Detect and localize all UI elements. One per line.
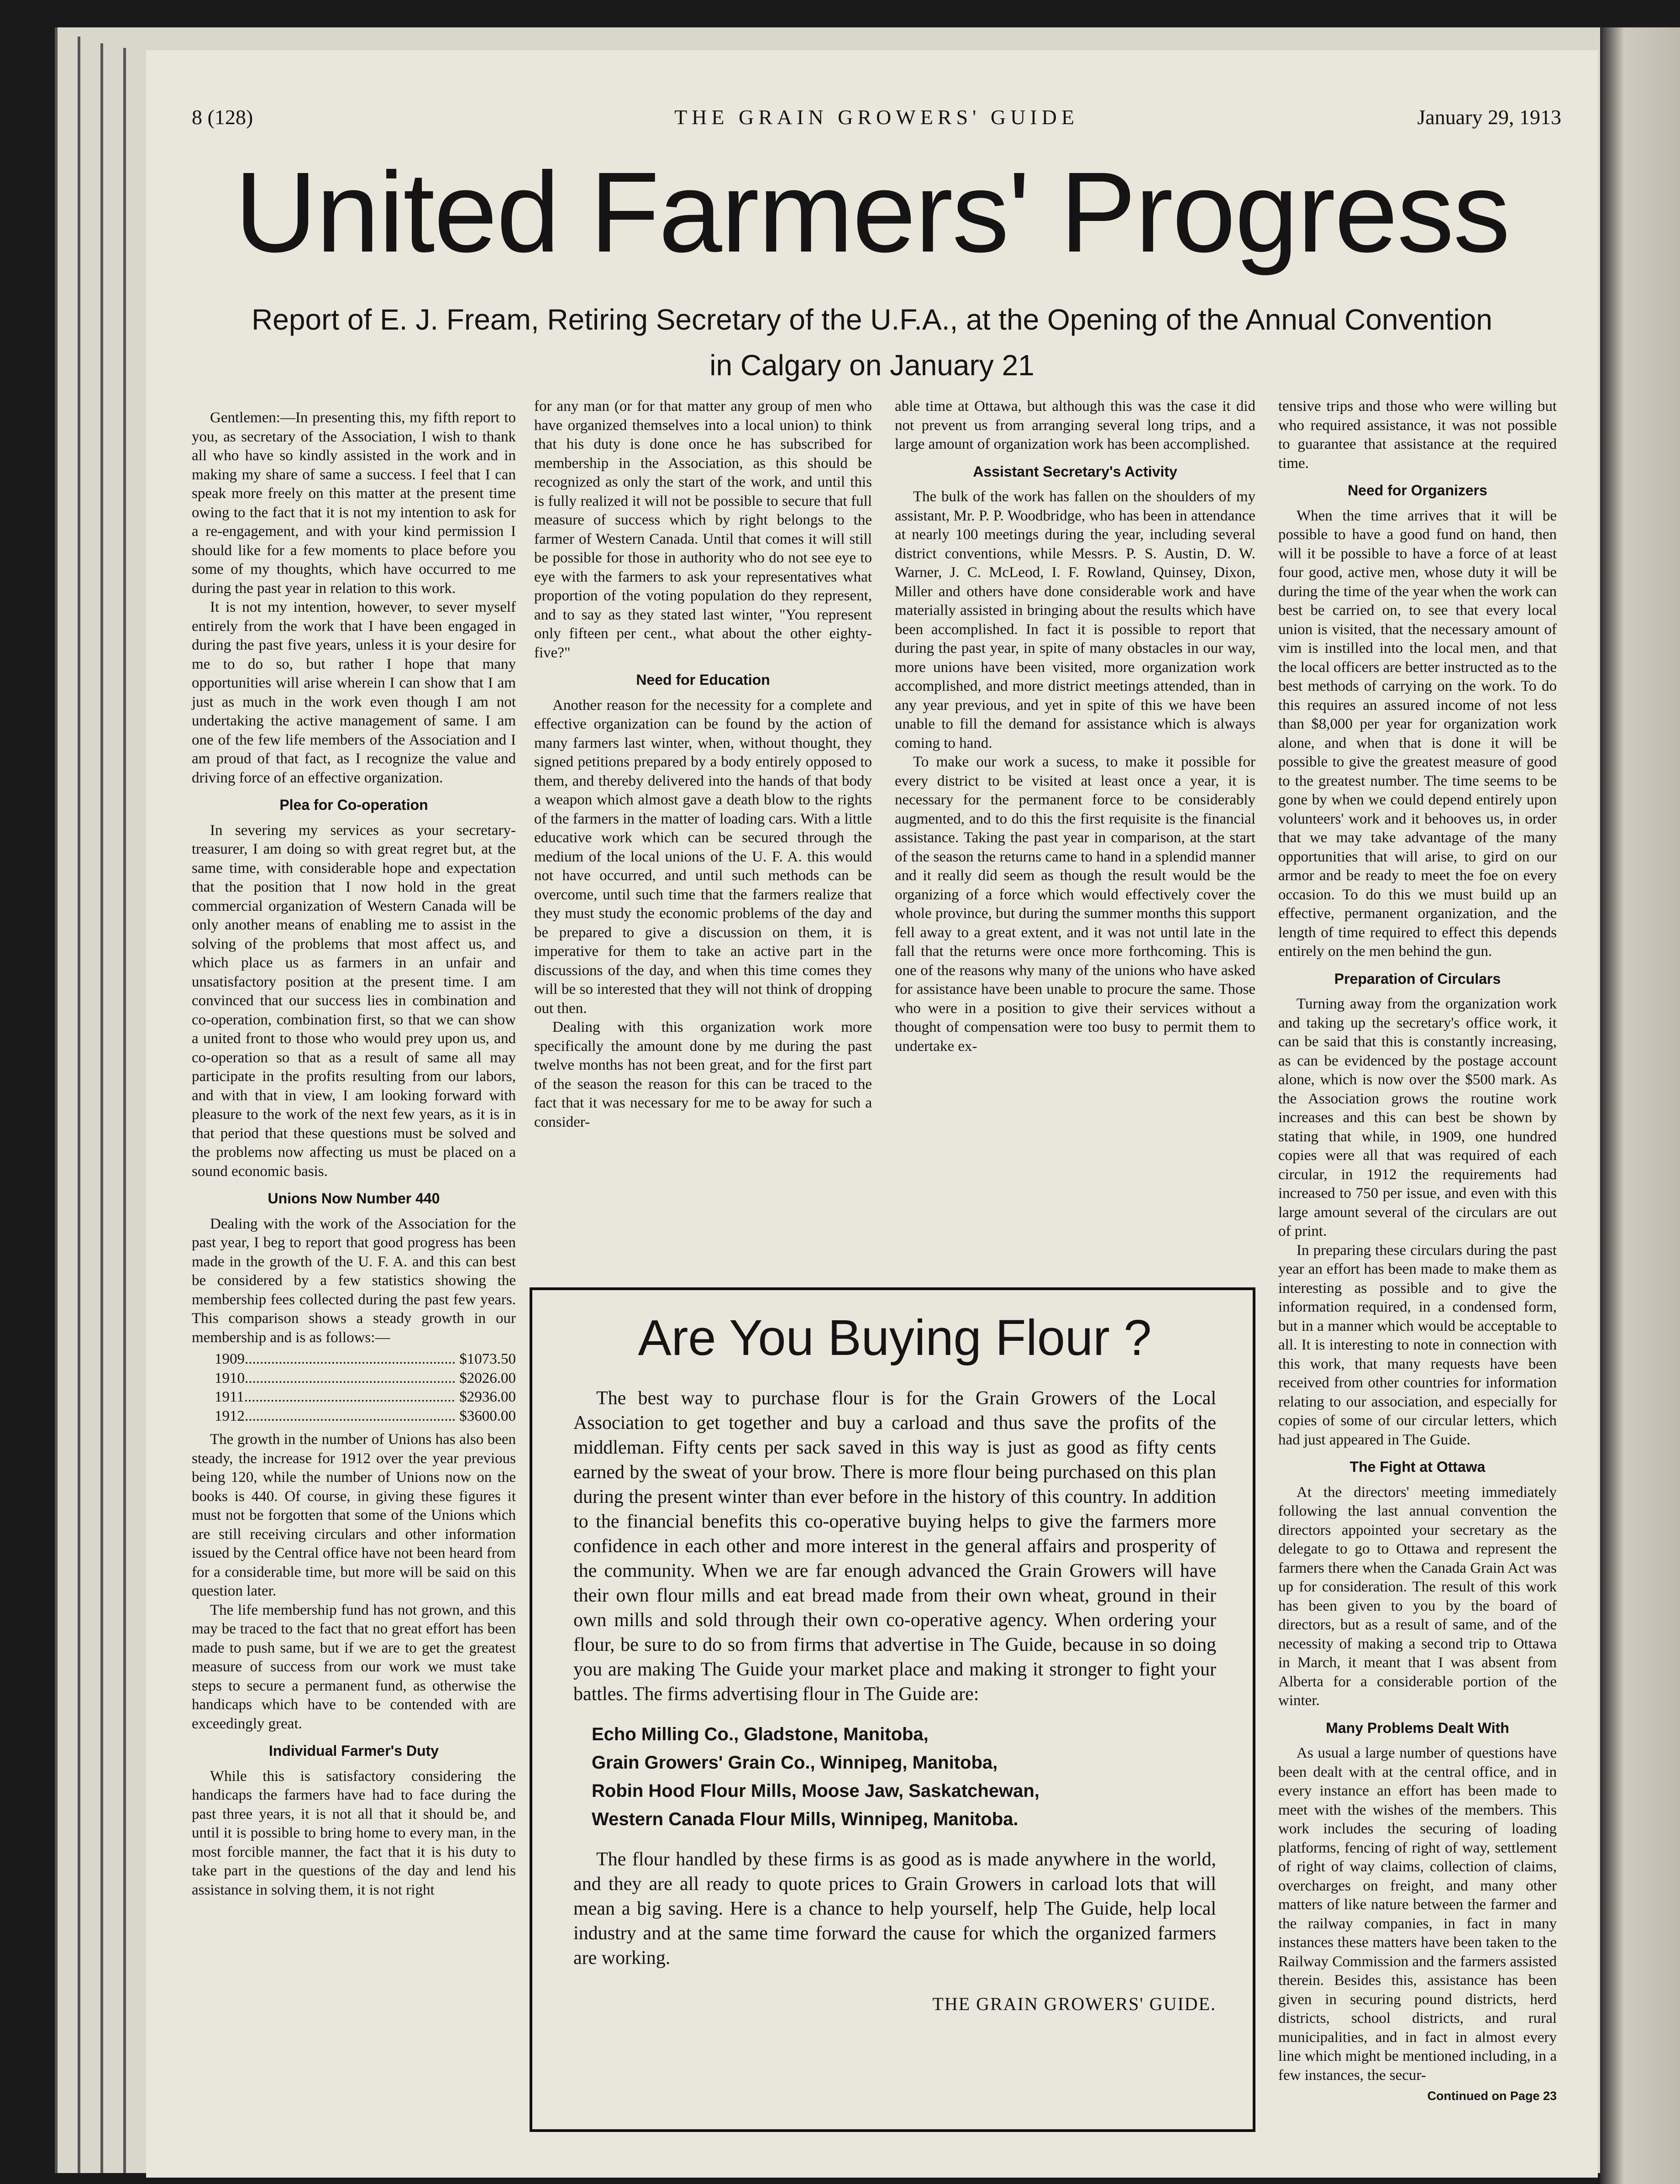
continued-note: Continued on Page 23 [1427,2089,1557,2103]
paragraph: Another reason for the necessity for a complete and effective organization can be found by the action of many farmers last winter, when, without thought, they signed petitions prepared by a body entirely opposed to them, and thereby delivered into the hands of that body a weapon which almost gave a death blow to the rights of the farmers in the matter of loading cars. With a little educative work which can be secured through the medium of the local unions of the U. F. A. this would not have occurred, and until such methods can be overcome, until such time that the farmers realize that they must study the economic problems of the day and be prepared to give a discussion on them, it is imperative for them to take an active part in the discussions of the day, and when this time comes they will be so interested that they will not think of dropping out then. [534,697,872,1017]
membership-row: 1910 ........................................................ $2026.00 [215,1370,516,1386]
paragraph: for any man (or for that matter any group of men who have organized themselves into a local union) to think that his duty is done once he has subscribed for membership in the Association, as this should be recognized as only the start of the work, and until this is fully realized it will not be possible to secure that full measure of success which by right belongs to the farmer of Western Canada. Until that comes it will still be possible for those in authority who do not see eye to eye with the farmers to ask your representatives what proportion of the voting population do they represent, and to say as they stated last winter, "You represent only fifteen per cent., what about the other eighty-five?" [534,398,872,661]
article-subheadline: Report of E. J. Fream, Retiring Secretary of the U.F.A., at the Opening of the Annual Convention in Calgary on January 21 [252,303,1492,382]
section-heading: Individual Farmer's Duty [268,1743,439,1759]
firm-item: Robin Hood Flour Mills, Moose Jaw, Saskatchewan, [592,1781,1040,1801]
paragraph: The bulk of the work has fallen on the shoulders of my assistant, Mr. P. P. Woodbridge, who has been in attendance at nearly 100 meetings during the year, including several district conventions, while Messrs. P. S. Austin, D. W. Warner, J. C. McLeod, I. F. Rowland, Quinsey, Dixon, Miller and others have done considerable work and have materially assisted in bringing about the results which have been accomplished. In fact it is possible to report that during the past year, in spite of many obstacles in our way, more unions have been visited, more organization work accomplished, and more district meetings attended, than in any year previous, and yet in spite of this we have been unable to fill the demand for assistance which is always coming to hand. [895,488,1255,751]
page-number: 8 (128) [192,105,253,129]
firm-item: Grain Growers' Grain Co., Winnipeg, Manitoba, [592,1753,998,1773]
column-4 [1278,397,1557,2168]
section-heading: Assistant Secretary's Activity [973,463,1177,480]
membership-row: 1912 ........................................................ $3600.00 [215,1407,516,1424]
paragraph: In severing my services as your secretary-treasurer, I am doing so with great regret but, at the same time, with considerable hope and expectation that the position that I now hold in the great commercial organization of Western Canada will be only another means of enabling me to assist in the solving of the problems that most affect us, and which place us as farmers in an unfair and unsatisfactory position at the present time. I am convinced that our success lies in combination and co-operation, combination first, so that we can show a united front to those who would prey upon us, and co-operation so that as a result of same all may participate in the profits resulting from our labors, and with that in view, I am looking forward with pleasure to the work of the next few years, as it is in that period that these questions must be solved and the problems now affecting us must be placed on a sound economic basis. [192,822,516,1180]
paragraph: Turning away from the organization work and taking up the secretary's office work, it can be said that this is constantly increasing, as can be evidenced by the postage account alone, which is now over the $500 mark. As the Association grows the routine work increases and this can best be shown by stating that while, in 1909, one hundred copies were all that was required of each circular, in 1912 the requirements had increased to 750 per issue, and even with this large amount several of the circulars are out of print. [1278,996,1557,1239]
paragraph: When the time arrives that it will be possible to have a good fund on hand, then will it be possible to have a force of at least four good, active men, whose duty it will be during the time of the year when the work can best be carried on, to see that every local union is visited, that the necessary amount of vim is instilled into the local men, and that the local officers are better instructed as to the best methods of carrying on the work. To do this requires an assured income of not less than $8,000 per year for organization work alone, and when that is done it will be possible to give the greatest measure of good to the greatest number. The time seems to be gone by when we could depend entirely upon volunteers' work and it behooves us, in order that we may take advantage of the many opportunities that will arise, to gird on our armor and be ready to meet the foe on every occasion. To do this we must build up an effective, permanent organization, and the length of time required to effect this depends entirely on the men behind the gun. [1278,507,1557,960]
section-heading: Need for Education [636,672,770,688]
paragraph: tensive trips and those who were willing but who required assistance, it was not possible to guarantee that assistance at the required time. [1278,398,1557,472]
firm-item: Echo Milling Co., Gladstone, Manitoba, [592,1724,929,1744]
paragraph: The growth in the number of Unions has also been steady, the increase for 1912 over the year previous being 120, while the number of Unions now on the books is 440. Of course, in giving these figures it must not be forgotten that some of the Unions which are still receiving circulars and other information issued by the Central office have not been heard from for a considerable time, but more will be said on this question later. [192,1431,516,1599]
firm-item: Western Canada Flour Mills, Winnipeg, Manitoba. [592,1809,1018,1829]
flour-advertisement [530,1287,1255,2132]
membership-table [215,1350,516,1426]
newspaper-page [146,50,1598,2178]
membership-row: 1909 ........................................................ $1073.50 [215,1351,516,1367]
paragraph: At the directors' meeting immediately following the last annual convention the directors appointed your secretary as the delegate to go to Ottawa and represent the farmers there when the Canada Grain Act was up for consideration. The result of this work has been given to you by the board of directors, but as a result of same, and of the necessity of making a second trip to Ottawa in March, it meant that I was absent from Alberta for a considerable portion of the winter. [1278,1484,1557,1709]
ad-title: Are You Buying Flour ? [638,1310,1152,1366]
paragraph: To make our work a sucess, to make it possible for every district to be visited at least once a year, it is necessary for the permanent force to be considerably augmented, and to do this the first requisite is the financial assistance. Taking the past year in comparison, at the start of the season the returns came to hand in a splendid manner and it really did seem as though the result would be the organizing of a force which would effectively cover the whole province, but during the summer months this support fell away to a great extent, and it was not until late in the fall that the returns were once more forthcoming. This is one of the reasons why many of the unions who have asked for assistance have been unable to procure the same. Those who were in a position to give their services without a thought of compensation were too busy to permit them to undertake ex- [895,754,1255,1055]
paragraph: As usual a large number of questions have been dealt with at the central office, and in every instance an effort has been made to meet with the wishes of the members. This work includes the securing of loading platforms, fencing of right of way, settlement of right of way claims, collection of claims, overcharges on freight, and many other matters of like nature between the farmer and the railway companies, in fact in many instances these matters have been taken to the Railway Commission and the farmers assisted therein. Besides this, assistance has been given in securing pound districts, herd districts, school districts, and rural municipalities, and in fact in almost every line which might be mentioned including, in a few instances, the secur- [1278,1745,1557,2084]
paragraph: Dealing with this organization work more specifically the amount done by me during the past twelve months has not been great, and for the first part of the season the reason for this can be traced to the fact that it was necessary for me to be away for such a consider- [534,1019,872,1130]
firm-list [592,1720,1216,1833]
paragraph: Dealing with the work of the Association for the past year, I beg to report that good progress has been made in the growth of the U. F. A. and this can best be considered by a few statistics showing the membership fees collected during the past few years. This comparison shows a steady growth in our membership and is as follows:— [192,1215,516,1346]
ad-signature: THE GRAIN GROWERS' GUIDE. [932,1994,1216,2014]
paragraph: able time at Ottawa, but although this was the case it did not prevent us from arranging several long trips, and a large amount of organization work has been accomplished. [895,398,1255,452]
facing-page-edge [1600,27,1680,2184]
section-heading: Plea for Co-operation [279,797,428,813]
column-1 [192,409,516,2152]
ad-paragraph: The best way to purchase flour is for the Grain Growers of the Local Association to get together and buy a carload and thus save the profits of the middleman. Fifty cents per sack saved in this way is just as good as fifty cents earned by the sweat of your brow. There is more flour being purchased on this plan during the present winter than ever before in the history of this country. In addition to the financial benefits this co-operative buying helps to give the farmers more confidence in each other and more interest in the general affairs and prosperity of the community. When we are far enough advanced the Grain Growers will have their own flour mills and eat bread made from their own wheat, ground in their own mills and sold through their own co-operative agency. When ordering your flour, be sure to do so from firms that advertise in The Guide, because in so doing you are making The Guide your market place and making it stronger to fight your battles. The firms advertising flour in The Guide are: [573,1388,1216,1705]
membership-row: 1911 ........................................................ $2936.00 [215,1389,516,1405]
section-heading: The Fight at Ottawa [1349,1459,1486,1475]
section-heading: Many Problems Dealt With [1326,1719,1509,1736]
column-3 [895,397,1255,1265]
article-headline: United Farmers' Progress [234,148,1510,276]
paragraph: Gentlemen:—In presenting this, my fifth report to you, as secretary of the Association, I wish to thank all who have so kindly assisted in the work and in making my share of same a success. I feel that I can speak more freely on this matter at the present time owing to the fact that it is not my intention to ask for a re-engagement, and with your kind permission I should like for a few moments to place before you some of my thoughts, which have occurred to me during the past year in relation to this work. [192,410,516,597]
section-heading: Unions Now Number 440 [268,1190,440,1207]
paragraph: It is not my intention, however, to sever myself entirely from the work that I have been engaged in during the past five years, unless it is your desire for me to do so, but rather I hope that many opportunities will arise wherein I can show that I am just as much in the work even though I am not undertaking the active management of same. I am one of the few life members of the Association and I am proud of that fact, as I recognize the value and driving force of an effective organization. [192,599,516,786]
section-heading: Preparation of Circulars [1334,970,1501,987]
paragraph: While this is satisfactory considering the handicaps the farmers have had to face during the past three years, it is not all that it should be, and until it is possible to bring home to every man, in the most forcible manner, the fact that it is his duty to take part in the questions of the day and lend his assistance in solving them, it is not right [192,1768,516,1898]
issue-date: January 29, 1913 [1417,105,1561,129]
paragraph: The life membership fund has not grown, and this may be traced to the fact that no great effort has been made to push same, but if we are to get the greatest measure of success from our work we must take steps to secure a permanent fund, as otherwise the handicaps which have to be contended with are exceedingly great. [192,1601,516,1732]
section-heading: Need for Organizers [1348,482,1487,499]
column-2 [534,397,872,1265]
publication-title: THE GRAIN GROWERS' GUIDE [674,105,1079,129]
ad-paragraph: The flour handled by these firms is as good as is made anywhere in the world, and they are all ready to quote prices to Grain Growers in carload lots that will mean a big saving. Here is a chance to help yourself, help The Guide, help local industry and at the same time forward the cause for which the organized farmers are working. [573,1849,1216,1969]
paragraph: In preparing these circulars during the past year an effort has been made to make them as interesting as possible and to give the information required, in a condensed form, but in a manner which would be acceptable to all. It is interesting to note in connection with this work, that many requests have been received from other countries for information relating to our association, and especially for copies of some of our circular letters, which had just appeared in The Guide. [1278,1242,1557,1448]
running-header [192,105,1561,132]
